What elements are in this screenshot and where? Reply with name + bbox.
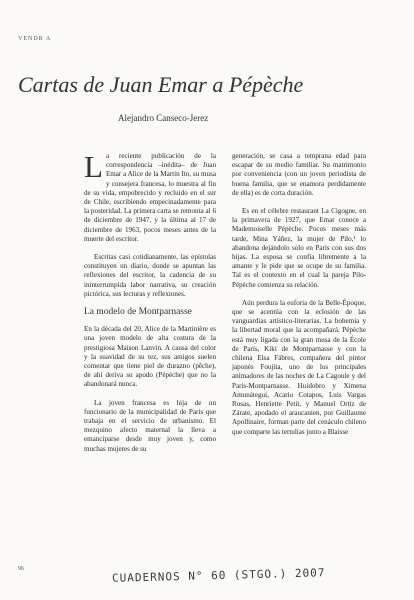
section-heading: La modelo de Montparnasse (84, 307, 192, 318)
paragraph-5: generación, se casa a temprana edad para escapar de su medio familiar. Su matrimonio por conveniencia (con un joven periodista de buena familia, que se enamora perdidamente de ella) es de corta duración. (232, 152, 366, 197)
paragraph-6: Es en el célebre restaurant La Cigogne, en la primavera de 1927, que Emar conoce a Mademoiselle Pépèche. Pocos meses más tarde, Mina Yáñez, la mujer de Pilo,¹ lo abandona dejándolo solo en París con sus dos hijas. La esposa se confía libremente a la amante y le pide que se ocupe de su familia. Tal es el contexto en el cual la pareja Pilo-Pépèche comienza su relación. (232, 207, 366, 289)
right-column (232, 152, 366, 446)
drop-cap: L (84, 149, 103, 184)
paragraph-1-text: a reciente publicación de la correspondencia –inédita– de Juan Emar a Alice de la Martin Ito, su musa y consejera francesa, lo muestra al fin de su vida, empobrecido y recluido en el sur de Chile, escribiendo empecinadamente para la posteridad. La primera carta se remonta al 6 de diciembre de 1947, y la última al 17 de diciembre de 1963, pocos meses antes de la muerte del escritor. (84, 152, 216, 243)
article-author: Alejandro Canseco-Jerez (118, 113, 209, 123)
paragraph-1 (84, 149, 216, 244)
paragraph-4: La joven francesa es hija de un funcionario de la municipalidad de París que trabaja en el servicio de urbanismo. El mezquino afecto maternal la lleva a emanciparse desde muy joven y, como muchas mujeres de su (84, 398, 216, 453)
paragraph-2: Escritas casi cotidianamente, las epístolas constituyen un diario, donde se apuntan las reflexiones del escritor, la cadencia de su ininterrumpida labor narrativa, su creación pictórica, sus lecturas y reflexiones. (84, 253, 216, 298)
page-number: 96 (18, 566, 24, 572)
paragraph-3: En la década del 20, Alice de la Martinière es una joven modelo de alta costura de la prestigiosa Maison Lanvin. A causa del color y la suavidad de su tez, sus amigos suelen comentar que tiene piel de durazno (pêche), de ahí deriva su apodo (Pépèche) que no la abandonará nunca. (84, 325, 216, 389)
running-head: VENDR A (18, 36, 52, 42)
paragraph-7: Aún perdura la euforia de la Belle-Époque, que se acentúa con la eclosión de las vanguardias artístico-literarias. La bohemia y la libertad moral que la acompañará. Pépèche está muy ligada con la gran musa de la École de París, Kiki de Montparnasse y con la chilena Elsa Fábres, compañera del pintor japonés Foujita, uno de los principales animadores de las noches de La Cagoule y del Paris-Montparnasse. Huidobro y Ximena Amunátegui, Acario Cotapos, Luis Vargas Rosas, Henriette Petit, y Manuel Ortiz de Zárate, apodado el araucanien, por Guillaume Apollinaire, forman parte del cenáculo chileno que comparte las tertulias junto a Blaisse (232, 298, 366, 436)
article-title: Cartas de Juan Emar a Pépèche (18, 72, 304, 97)
handwritten-note: CUADERNOS N° 60 (STGO.) 2007 (111, 566, 326, 585)
left-column (84, 149, 216, 463)
